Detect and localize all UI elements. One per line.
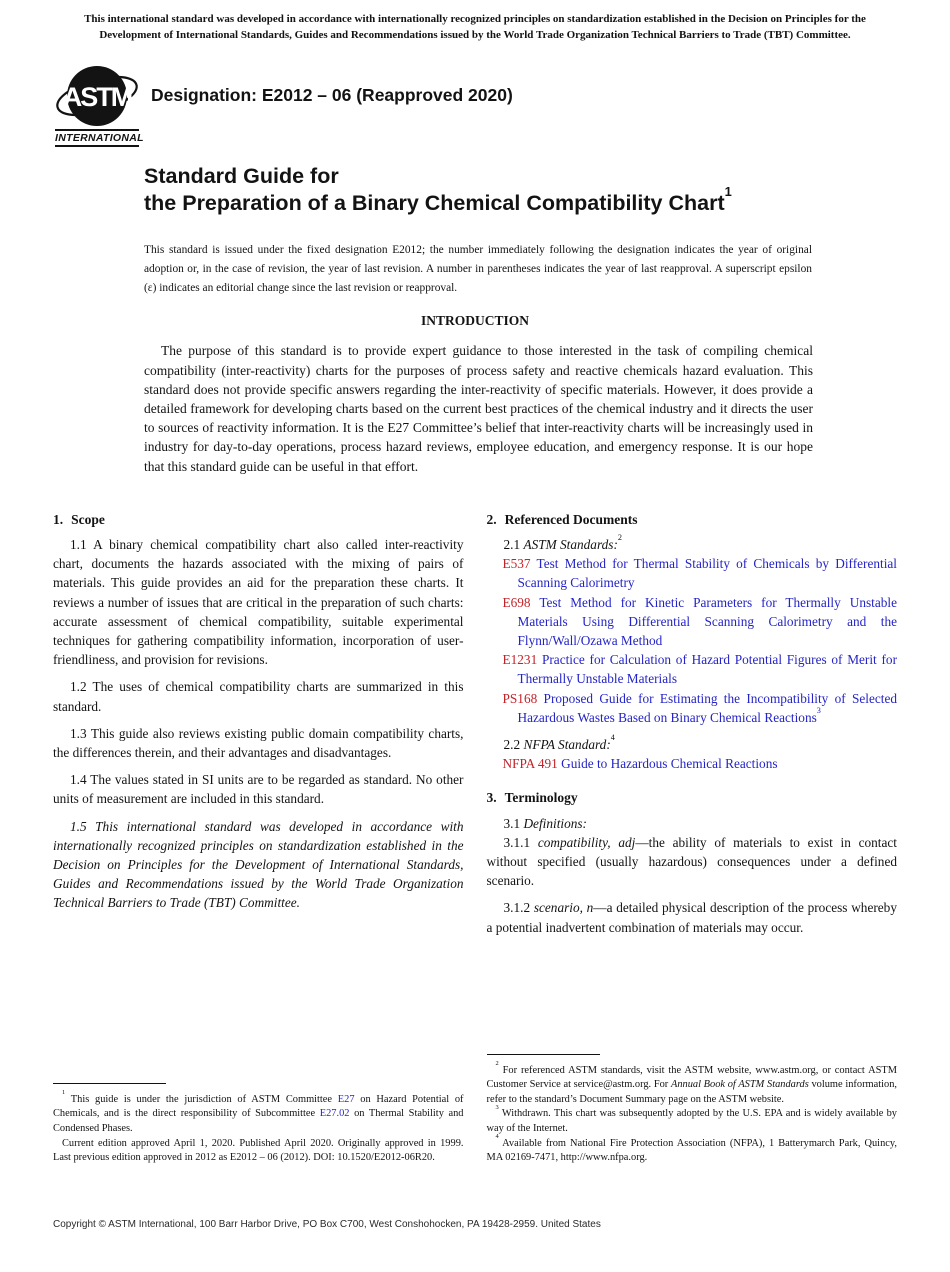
footnote-4-ref-mark: 4: [610, 732, 615, 742]
ps168-title-link[interactable]: Proposed Guide for Estimating the Incompatibility of Selected Hazardous Wastes Based on Binary Chemical Reactions: [517, 690, 897, 725]
footnote-1: $^1$ This guide is under the jurisdiction of ASTM Committee E27 on Hazard Potential of Chemicals, and is the direct responsibility of Subcommittee E27.02 on Thermal Stability and Condensed Phases.: [53, 1089, 464, 1135]
subcommittee-e27-02-link[interactable]: E27.02: [319, 1108, 350, 1120]
e537-link[interactable]: E537: [502, 556, 531, 572]
astm-logo: [55, 61, 144, 147]
definitions-subheading: 3.1 Definitions:: [503, 815, 587, 831]
e1231-link[interactable]: E1231: [502, 652, 538, 668]
footnote-3-ref-mark: 3: [816, 705, 821, 715]
footnote-1-mark: 1: [62, 1089, 66, 1097]
footnote-2-mark: 2: [495, 1060, 499, 1068]
left-footnotes: [53, 1083, 464, 1166]
document-header: [55, 61, 897, 147]
footnote-4-mark: 4: [495, 1133, 499, 1141]
astm-logo-international: INTERNATIONAL: [55, 129, 139, 147]
copyright-line: Copyright © ASTM International, 100 Barr Harbor Drive, PO Box C700, West Conshohocken, PA 19428-2959. United States: [53, 1219, 601, 1230]
nfpa-491-link[interactable]: NFPA 491: [502, 756, 558, 772]
reference-e537: [502, 554, 898, 592]
ps168-link[interactable]: PS168: [502, 690, 538, 706]
definition-compatibility: 3.1.1 compatibility, adj—the ability of materials to exist in contact without specified (usually hazardous) consequences under a defined scenario.: [486, 834, 897, 889]
astm-globe-icon: [55, 61, 139, 133]
right-footnotes: [487, 1054, 898, 1166]
nfpa-491-title-link[interactable]: Guide to Hazardous Chemical Reactions: [561, 756, 778, 772]
scope-paragraph-1-3: 1.3 This guide also reviews existing public domain compatibility charts, the differences therein, and their advantages and disadvantages.: [53, 725, 464, 761]
reference-ps168: [502, 689, 898, 727]
e698-link[interactable]: E698: [502, 594, 531, 610]
definition-scenario: 3.1.2 scenario, n—a detailed physical description of the process whereby a potential inadvertent combination of materials may occur.: [486, 900, 897, 935]
scope-paragraph-1-2: 1.2 The uses of chemical compatibility charts are summarized in this standard.: [53, 679, 464, 714]
tbt-notice: This international standard was developed in accordance with internationally recognized principles on standardization established in the Decision on Principles for the Development of International Standards, Guides and Recommendations issued by the World Trade Organization Technical Barriers to Trade (TBT) Committee.: [84, 13, 866, 41]
scope-paragraph-1-5: 1.5 This international standard was developed in accordance with internationally recognized principles on standardization established in the Decision on Principles for the Development of International Standards, Guides and Recommendations issued by the World Trade Organization Technical Barriers to Trade (TBT) Committee.: [53, 818, 464, 911]
footnote-2-ref-mark: 2: [617, 532, 623, 542]
astm-standards-subheading: 2.1 ASTM Standards:$^2$: [503, 532, 623, 553]
title-line-2: the Preparation of a Binary Chemical Compatibility Chart$^1$: [144, 184, 732, 215]
footnote-divider-right: [487, 1054, 600, 1055]
footnote-2: $^2$ For referenced ASTM standards, visit the ASTM website, www.astm.org, or contact ASTM Customer Service at service@astm.org. For Annual Book of ASTM Standards volume information, refer to the standard’s Document Summary page on the ASTM website.: [486, 1060, 897, 1105]
e537-title-link[interactable]: Test Method for Thermal Stability of Chemicals by Differential Scanning Calorimetry: [517, 556, 897, 591]
footnote-3: $^3$ Withdrawn. This chart was subsequently adopted by the U.S. EPA and is widely available by way of the Internet.: [486, 1104, 897, 1135]
scope-paragraph-1-1: 1.1 A binary chemical compatibility chart also called inter-reactivity chart, documents the hazards associated with the mixing of pairs of materials. This guide provides an aid for the preparation these charts. It reviews a number of issues that are critical in the preparation of such charts: accurate assessment of chemical compatibility, suitable experimental techniques for gathering compatibility information, incorporation of user-friendliness, and provision for revisions.: [53, 537, 464, 668]
reference-e698: [502, 593, 898, 651]
footnote-divider-left: [53, 1083, 166, 1084]
introduction-paragraph: The purpose of this standard is to provide expert guidance to those interested in the task of compiling chemical compatibility (inter-reactivity) charts for the purposes of process safety and reactive chemicals hazard evaluation. This standard does not provide specific answers regarding the inter-reactivity of specific materials. However, it does provide a detailed framework for developing charts based on the current best practices of the chemical industry and it directs the user to sources of reactivity information. It is the E27 Committee’s belief that inter-reactivity charts will be increasingly used in industry for day-to-day operations, process hazard reviews, employee education, and emergency response. It is our hope that this standard guide can be useful in that effort.: [144, 343, 813, 474]
nfpa-standard-subheading: 2.2 NFPA Standard:$^4$: [503, 732, 615, 753]
reference-e1231: [502, 650, 898, 688]
two-column-body: [53, 510, 897, 1166]
issue-note: This standard is issued under the fixed designation E2012; the number immediately following the designation indicates the year of original adoption or, in the case of revision, the year of last revision. A number in parentheses indicates the year of last reapproval. A superscript epsilon (ε) indicates an editorial change since the last revision or reapproval.: [144, 244, 812, 294]
footnote-4: $^4$ Available from National Fire Protection Association (NFPA), 1 Batterymarch Park, Quincy, MA 02169-7471, http://www.nfpa.org.: [486, 1133, 897, 1164]
section-1-heading: 1. Scope: [53, 511, 105, 527]
e1231-title-link[interactable]: Practice for Calculation of Hazard Potential Figures of Merit for Thermally Unstable Materials: [517, 652, 897, 687]
page-title: [144, 163, 810, 217]
footnote-1-edition: Current edition approved April 1, 2020. Published April 2020. Originally approved in 1999. Last previous edition approved in 2012 as E2012 – 06 (2012). DOI: 10.1520/E2012-06R20.: [53, 1137, 464, 1164]
title-footnote-mark: 1: [724, 184, 732, 200]
footnote-3-mark: 3: [495, 1104, 499, 1112]
reference-nfpa-491: [502, 754, 898, 773]
left-column: [53, 510, 464, 1166]
committee-e27-link[interactable]: E27: [337, 1093, 355, 1105]
e698-title-link[interactable]: Test Method for Kinetic Parameters for Thermally Unstable Materials Using Differential Scanning Calorimetry and the Flynn/Wall/Ozawa Method: [517, 594, 897, 649]
designation-line: Designation: E2012 – 06 (Reapproved 2020): [151, 85, 513, 105]
scope-paragraph-1-4: 1.4 The values stated in SI units are to be regarded as standard. No other units of measurement are included in this standard.: [53, 772, 464, 807]
section-3-heading: 3. Terminology: [486, 790, 578, 806]
astm-logo-letters: ASTM: [62, 82, 132, 112]
section-2-heading: 2. Referenced Documents: [486, 511, 638, 527]
right-column: [487, 510, 898, 1166]
introduction-heading: INTRODUCTION: [420, 313, 529, 329]
title-line-1: Standard Guide for: [144, 164, 339, 188]
